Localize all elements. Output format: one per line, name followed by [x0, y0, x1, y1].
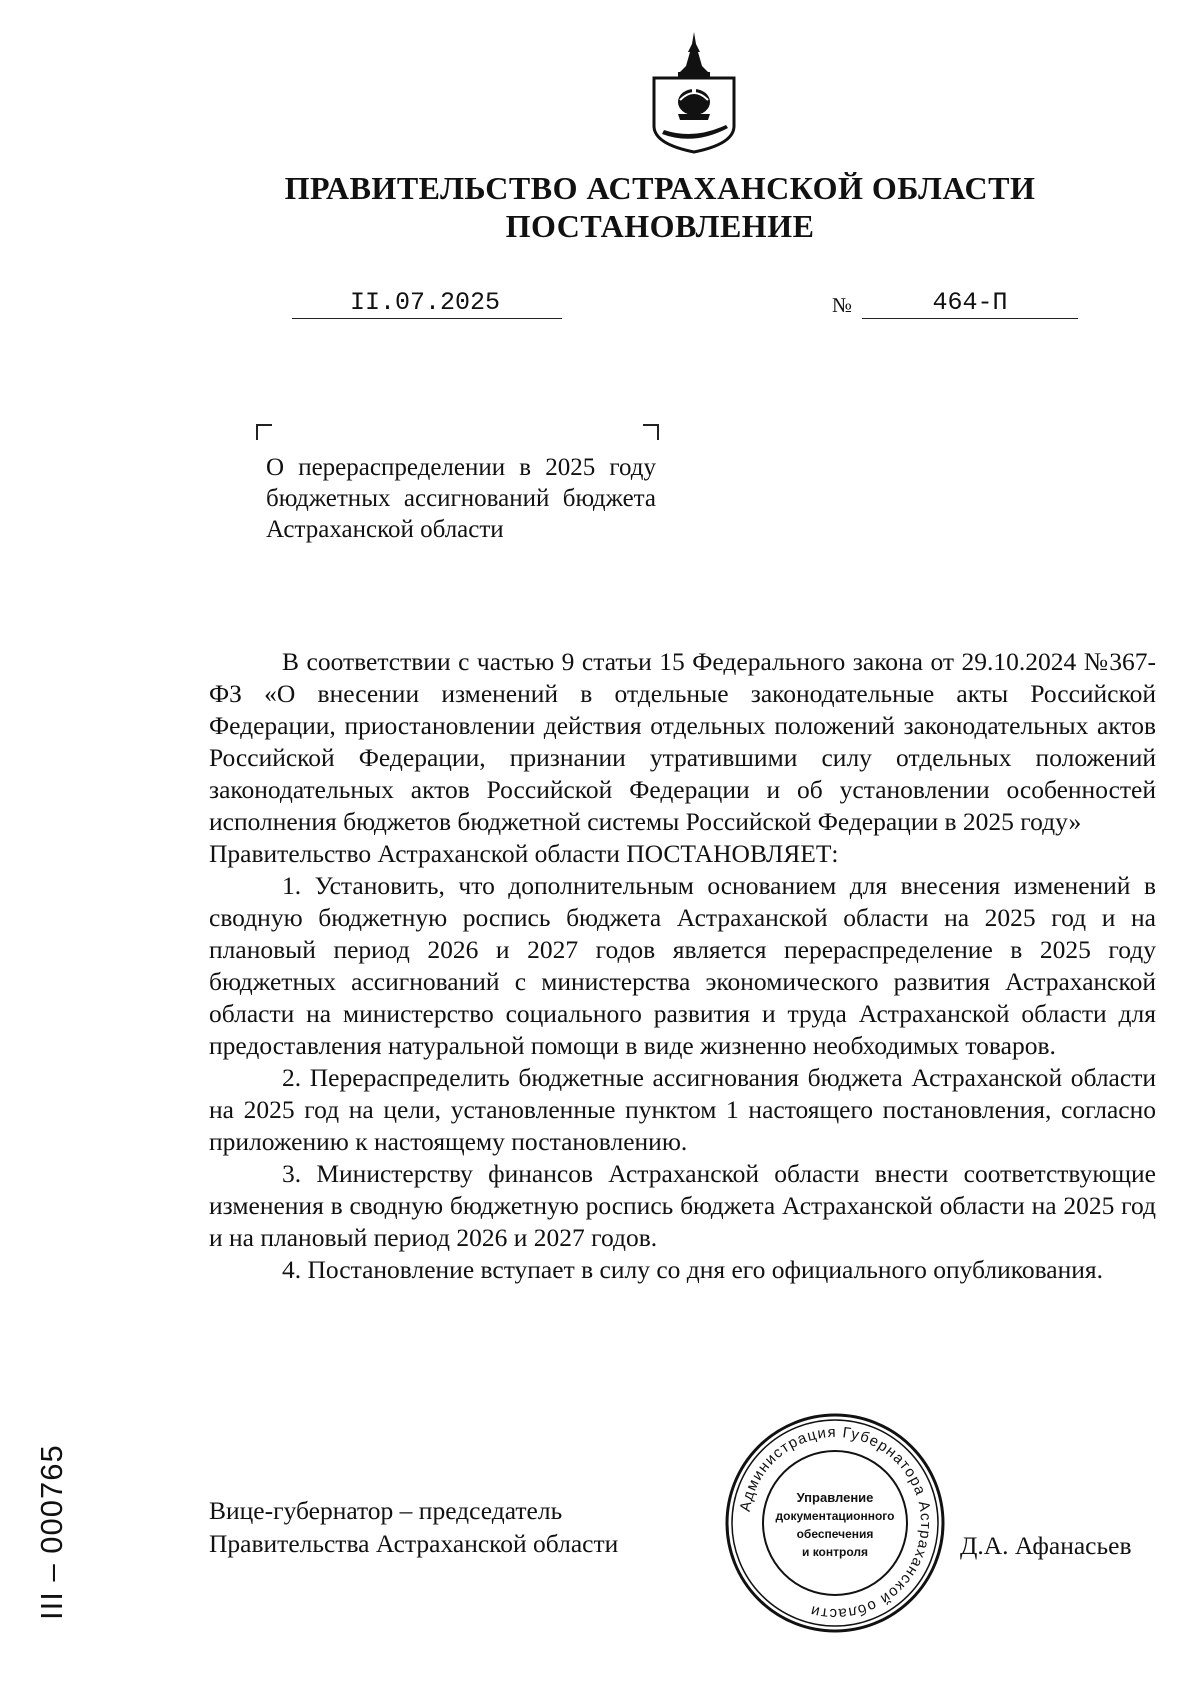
coat-of-arms-icon: [648, 30, 740, 154]
signer-position-line-2: Правительства Астраханской области: [209, 1529, 619, 1558]
date-underline: [292, 318, 562, 319]
seal-line-4: и контроля: [802, 1545, 868, 1559]
signer-name: Д.А. Афанасьев: [960, 1531, 1132, 1560]
item-paragraph-4: 4. Постановление вступает в силу со дня его официального опубликования.: [282, 1255, 1103, 1284]
seal-line-3: обеспечения: [796, 1527, 874, 1541]
document-date: II.07.2025: [349, 288, 501, 317]
document-subject: О перераспределении в 2025 году бюджетных ассигнований бюджета Астраханской области: [266, 454, 656, 543]
number-underline: [862, 318, 1078, 319]
preamble-paragraph: В соответствии с частью 9 статьи 15 Федерального закона от 29.10.2024 №367-ФЗ «О внесении изменений в отдельные законодательные акты Российской Федерации, приостановлении действия отдельных положений законодательных актов Российской Федерации, признании утратившими силу отдельных положений законодательных актов Российской Федерации и об установлении особенностей исполнения бюджетов бюджетной системы Российской Федерации в 2025 году»: [209, 647, 1156, 836]
subject-corner-left: [256, 424, 272, 440]
seal-ring-text: Администрация Губернатора Астраханской области: [736, 1423, 935, 1623]
registration-side-code: III – 000765: [34, 1444, 69, 1620]
subject-corner-right: [643, 424, 659, 440]
document-body: [209, 646, 1156, 1286]
item-paragraph-1: 1. Установить, что дополнительным основанием для внесения изменений в сводную бюджетную роспись бюджета Астраханской области на 2025 год и на плановый период 2026 и 2027 годов является перераспределение в 2025 году бюджетных ассигнований с министерства экономического развития Астраханской области на министерство социального развития и труда Астраханской области для предоставления натуральной помощи в виде жизненно необходимых товаров.: [209, 871, 1156, 1060]
official-seal-icon: [722, 1410, 948, 1636]
item-paragraph-2: 2. Перераспределить бюджетные ассигнования бюджета Астраханской области на 2025 год на цели, установленные пунктом 1 настоящего постановления, согласно приложению к настоящему постановлению.: [209, 1063, 1156, 1156]
document-number: 464-П: [932, 288, 1008, 317]
item-paragraph-3: 3. Министерству финансов Астраханской области внести соответствующие изменения в сводную бюджетную роспись бюджета Астраханской области на 2025 год и на плановый период 2026 и 2027 годов.: [209, 1159, 1156, 1252]
organization-title: ПРАВИТЕЛЬСТВО АСТРАХАНСКОЙ ОБЛАСТИ: [284, 170, 1036, 206]
number-sign: №: [832, 293, 853, 317]
document-type-title: ПОСТАНОВЛЕНИЕ: [505, 208, 815, 244]
resolves-line: Правительство Астраханской области ПОСТАНОВЛЯЕТ:: [209, 839, 839, 868]
signer-position-line-1: Вице-губернатор – председатель: [209, 1496, 563, 1525]
seal-line-1: Управление: [796, 1490, 874, 1505]
seal-line-2: документационного: [775, 1509, 895, 1523]
signer-position: [209, 1494, 618, 1560]
